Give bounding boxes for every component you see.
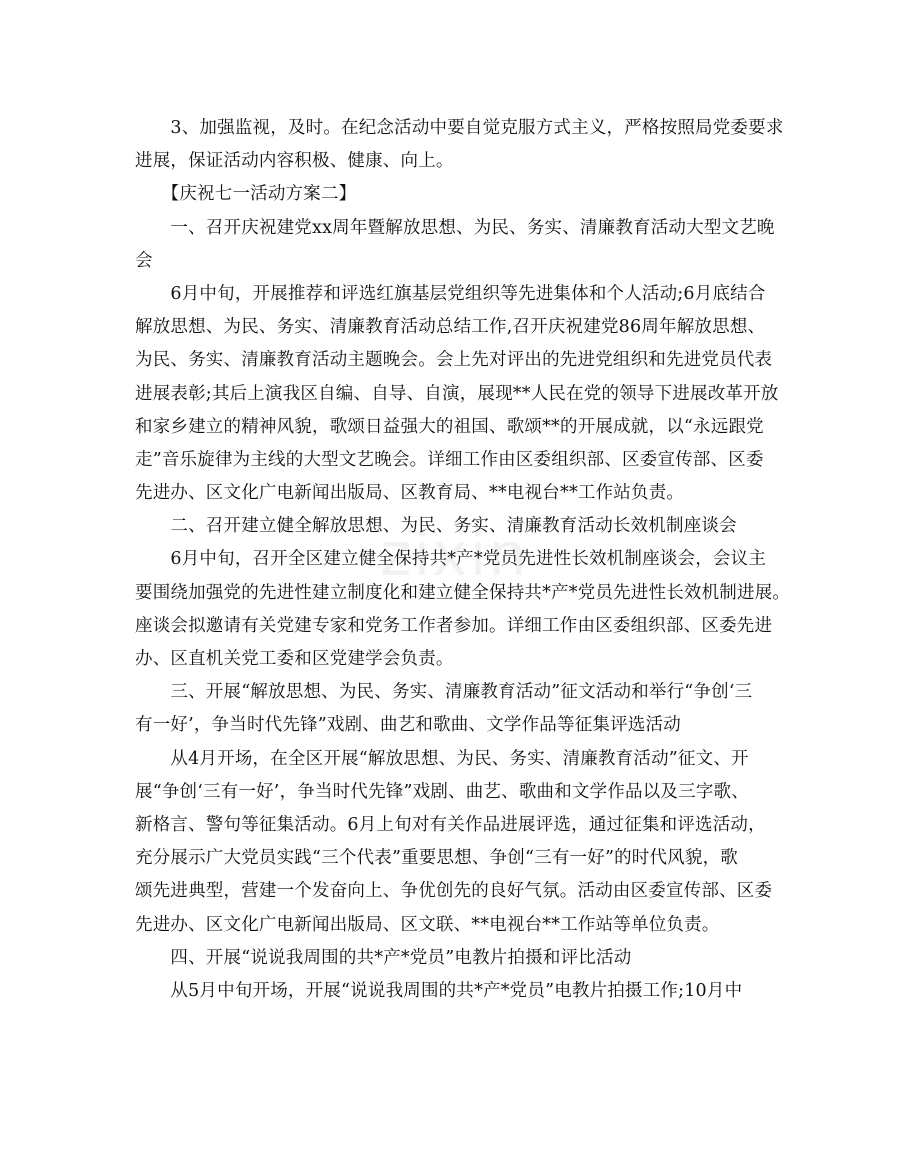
text-line: 新格言、警句等征集活动。6月上旬对有关作品进展评选，通过征集和评选活动， — [135, 814, 766, 835]
watermark: zixin — [380, 520, 529, 590]
text-line: 为民、务实、清廉教育活动主题晚会。会上先对评出的先进党组织和先进党员代表 — [135, 350, 773, 371]
text-line: 有一好’，争当时代先锋”戏剧、曲艺和歌曲、文学作品等征集评选活动 — [135, 715, 681, 736]
text-line: 三、开展“解放思想、为民、务实、清廉教育活动”征文活动和举行“争创‘三 — [135, 682, 753, 703]
text-line: 会 — [135, 250, 153, 271]
text-line: 3、加强监视，及时。在纪念活动中要自觉克服方式主义，严格按照局党委要求 — [135, 118, 784, 138]
text-line: 进展表彰;其后上演我区自编、自导、自演，展现**人民在党的领导下进展改革开放 — [135, 383, 779, 404]
text-line: 从5月中旬开场，开展“说说我周围的共*产*党员”电教片拍摄工作;10月中 — [135, 980, 743, 1001]
section-heading: 【庆祝七一活动方案二】 — [135, 184, 357, 205]
text-line: 解放思想、为民、务实、清廉教育活动总结工作,召开庆祝建党86周年解放思想、 — [135, 317, 766, 338]
text-line: 先进办、区文化广电新闻出版局、区教育局、**电视台**工作站负责。 — [135, 483, 685, 504]
text-line: 四、开展“说说我周围的共*产*党员”电教片拍摄和评比活动 — [135, 947, 632, 968]
text-line: 办、区直机关党工委和区党建学会负责。 — [135, 649, 454, 669]
text-line: 一、召开庆祝建党xx周年暨解放思想、为民、务实、清廉教育活动大型文艺晚 — [135, 217, 775, 238]
document-body — [135, 112, 795, 1008]
text-line: 6月中旬，召开全区建立健全保持共*产*党员先进性长效机制座谈会，会议主 — [135, 549, 767, 570]
text-line: 座谈会拟邀请有关党建专家和党务工作者参加。详细工作由区委组织部、区委先进 — [135, 615, 773, 636]
text-line: 从4月开场，在全区开展“解放思想、为民、务实、清廉教育活动”征文、开 — [135, 748, 749, 769]
text-line: 6月中旬，开展推荐和评选红旗基层党组织等先进集体和个人活动;6月底结合 — [135, 283, 766, 304]
text-line: 要围绕加强党的先进性建立制度化和建立健全保持共*产*党员先进性长效机制进展。 — [135, 582, 791, 603]
text-line: 二、召开建立健全解放思想、为民、务实、清廉教育活动长效机制座谈会 — [135, 516, 737, 537]
text-line: 展“争创‘三有一好’，争当时代先锋”戏剧、曲艺、歌曲和文学作品以及三字歌、 — [135, 781, 749, 802]
text-line: 进展，保证活动内容积极、健康、向上。 — [135, 151, 454, 172]
text-line: 先进办、区文化广电新闻出版局、区文联、**电视台**工作站等单位负责。 — [135, 914, 720, 935]
text-line: 颂先进典型，营建一个发奋向上、争优创先的良好气氛。活动由区委宣传部、区委 — [135, 881, 773, 902]
text-line: 走”音乐旋律为主线的大型文艺晚会。详细工作由区委组织部、区委宣传部、区委 — [135, 449, 764, 470]
text-line: 和家乡建立的精神风貌，歌颂日益强大的祖国、歌颂**的开展成就，以“永远跟党 — [135, 416, 764, 437]
text-line: 充分展示广大党员实践“三个代表”重要思想、争创“三有一好”的时代风貌，歌 — [135, 848, 738, 869]
